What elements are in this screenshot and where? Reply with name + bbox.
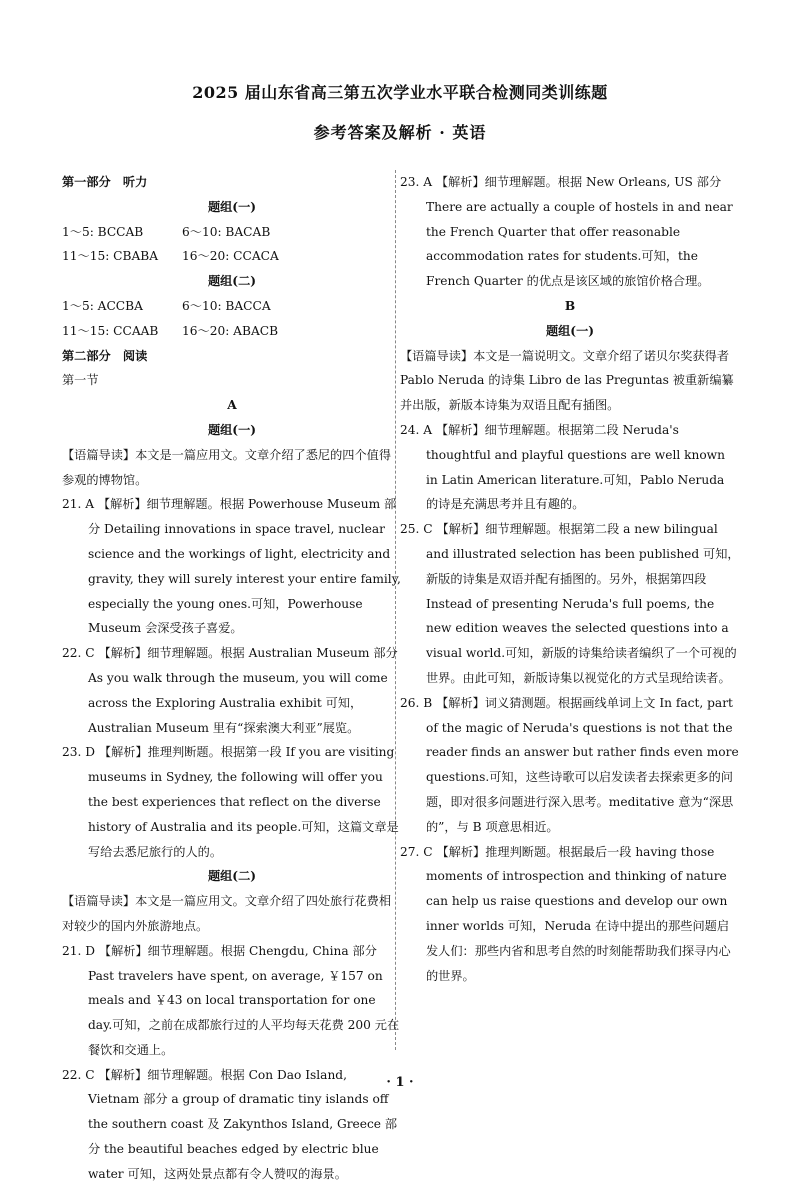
- listening-group1-title: 题组(一): [207, 199, 257, 214]
- answer-item: 27. C 【解析】推理判断题。根据最后一段 having those moments of introspection and thinking of nature can help us raise questions and develop our own inner worlds 可知，Neruda 在诗中提出的那些问题启发人们：那些内省和思考自然的时刻能帮助我们探寻内心的世界。: [400, 844, 731, 983]
- section-b-label: B: [564, 298, 576, 313]
- answer-item: 21. A 【解析】细节理解题。根据 Powerhouse Museum 部分 Detailing innovations in space travel, nuclear science and the workings of light, electricity and gravity, they will surely interest your entire family, especially the young ones.可知，Powerhouse Museum 会深受孩子喜爱。: [62, 497, 401, 636]
- document-subtitle: 参考答案及解析 · 英语: [313, 123, 487, 142]
- b-group1-title: 题组(一): [545, 323, 595, 338]
- section-label: 第一节: [62, 373, 99, 388]
- answer-cell: 6～10: BACAB: [182, 224, 271, 239]
- a-group2-title: 题组(二): [207, 869, 257, 884]
- answer-item: 23. A 【解析】细节理解题。根据 New Orleans, US 部分 There are actually a couple of hostels in and near the French Quarter that offer reasonable accommodation rates for students.可知，the French Quarter 的优点是该区域的旅馆价格合理。: [400, 175, 733, 289]
- answer-cell: 11～15: CBABA: [62, 249, 159, 264]
- answer-item: 22. C 【解析】细节理解题。根据 Australian Museum 部分 As you walk through the museum, you will come across the Exploring Australia exhibit 可知，Australian Museum 里有“探索澳大利亚”展览。: [62, 646, 398, 735]
- answer-item: 25. C 【解析】细节理解题。根据第二段 a new bilingual and illustrated selection has been published 可知，新版的诗集是双语并配有插图的。另外，根据第四段 Instead of presenting Neruda's full poems, the new edition weaves the selected questions into a visual world.可知，新版的诗集给读者编织了一个可视的世界。由此可知，新版诗集以视觉化的方式呈现给读者。: [400, 522, 740, 685]
- a-group2-guide: 【语篇导读】本文是一篇应用文。文章介绍了四处旅行花费相对较少的国内外旅游地点。: [62, 894, 392, 933]
- answer-cell: 1～5: ACCBA: [62, 298, 143, 313]
- answer-cell: 16～20: ABACB: [182, 323, 279, 338]
- a-group1-guide: 【语篇导读】本文是一篇应用文。文章介绍了悉尼的四个值得参观的博物馆。: [62, 447, 392, 487]
- answer-item: 21. D 【解析】细节理解题。根据 Chengdu, China 部分 Past travelers have spent, on average, ￥157 on meals and ￥43 on local transportation for one day.可知，之前在成都旅行过的人平均每天花费 200 元在餐饮和交通上。: [62, 943, 400, 1057]
- left-column: [62, 170, 402, 1187]
- answer-cell: 1～5: BCCAB: [62, 224, 144, 239]
- right-column: [400, 170, 740, 988]
- part1-heading: 第一部分 听力: [62, 175, 148, 189]
- answer-cell: 16～20: CCACA: [182, 249, 279, 264]
- answer-item: 23. D 【解析】推理判断题。根据第一段 If you are visiting museums in Sydney, the following will offer you the best experiences that reflect on the diverse history of Australia and its people.可知，这篇文章是写给去悉尼旅行的人的。: [62, 745, 399, 859]
- answer-row: [62, 220, 402, 245]
- a-group1-title: 题组(一): [207, 422, 257, 437]
- answer-item: 26. B 【解析】词义猜测题。根据画线单词上文 In fact, part of the magic of Neruda's questions is not that the reader finds an answer but rather finds even more questions.可知，这些诗歌可以启发读者去探索更多的问题，即对很多问题进行深入思考。meditative 意为“深思的”，与 B 项意思相近。: [400, 695, 739, 834]
- answer-item: 22. C 【解析】细节理解题。根据 Con Dao Island, Vietnam 部分 a group of dramatic tiny islands off the southern coast 及 Zakynthos Island, Greece 部分 the beautiful beaches edged by electric blue water 可知，这两处景点都有令人赞叹的海景。: [62, 1067, 398, 1181]
- answer-cell: 11～15: CCAAB: [62, 323, 159, 338]
- answer-cell: 6～10: BACCA: [182, 298, 271, 313]
- listening-group2-title: 题组(二): [207, 274, 257, 289]
- b-group1-guide: 【语篇导读】本文是一篇说明文。文章介绍了诺贝尔奖获得者 Pablo Neruda 的诗集 Libro de las Preguntas 被重新编纂并出版，新版本诗集为双语且配有插图。: [400, 348, 734, 413]
- document-title: 2025 届山东省高三第五次学业水平联合检测同类训练题: [192, 83, 608, 102]
- part2-heading: 第二部分 阅读: [62, 348, 148, 363]
- page-number: · 1 ·: [386, 1075, 414, 1090]
- answer-item: 24. A 【解析】细节理解题。根据第二段 Neruda's thoughtful and playful questions are well known in Latin American literature.可知，Pablo Neruda 的诗是充满思考并且有趣的。: [400, 422, 725, 512]
- answer-row: [62, 319, 402, 344]
- section-a-label: A: [227, 398, 237, 413]
- answer-row: [62, 244, 402, 269]
- answer-row: [62, 294, 402, 319]
